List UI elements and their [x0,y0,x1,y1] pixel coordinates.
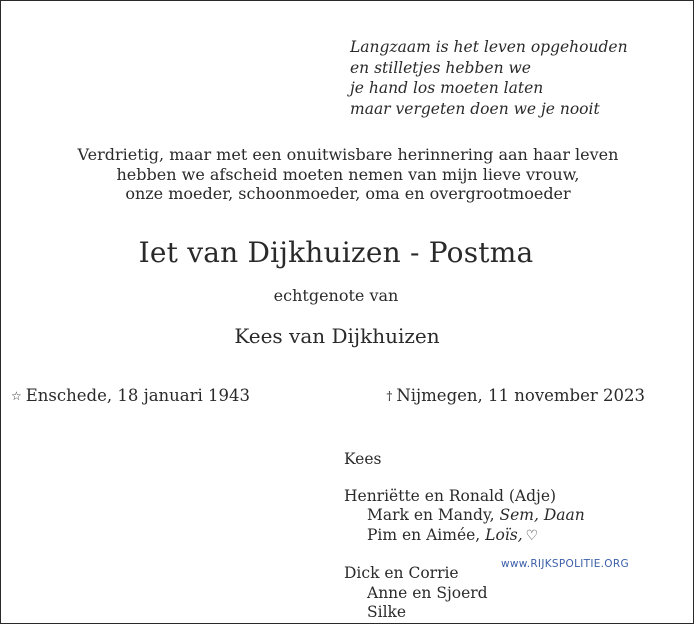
poem-line: Langzaam is het leven opgehouden [350,38,628,56]
family-line: Kees [344,450,382,468]
intro-text [21,145,675,204]
star-icon: ☆ [11,389,22,403]
family-children: Loïs, [485,525,523,544]
intro-line: Verdrietig, maar met een onuitwisbare herinnering aan haar leven [77,145,619,164]
family-line [344,506,585,526]
family-line: Silke [367,603,407,621]
family-line [344,526,585,547]
family-line: Dick en Corrie [344,564,459,582]
family-names: Mark en Mandy, [367,506,495,524]
deceased-name: Iet van Dijkhuizen - Postma [138,236,534,269]
cross-icon: † [386,389,393,403]
death-date [386,385,645,407]
birth-date [11,385,250,407]
spouse-name: Kees van Dijkhuizen [234,324,440,348]
family-names: Pim en Aimée, [367,525,481,544]
poem-line: maar vergeten doen we je nooit [350,99,600,118]
poem-line: je hand los moeten laten [350,79,544,97]
poem-line: en stilletjes hebben we [350,58,531,77]
intro-line: onze moeder, schoonmoeder, oma en overgrootmoeder [125,184,571,203]
birth-text: Enschede, 18 januari 1943 [25,386,251,405]
heart-icon: ♡ [525,527,539,544]
spouse-label: echtgenote van [273,286,399,305]
family-line: Henriëtte en Ronald (Adje) [344,486,557,505]
watermark: www.RIJKSPOLITIE.ORG [501,558,629,570]
family-list [344,450,585,623]
family-line: Anne en Sjoerd [367,583,488,602]
intro-line: hebben we afscheid moeten nemen van mijn lieve vrouw, [116,164,580,184]
death-text: Nijmegen, 11 november 2023 [396,386,645,405]
poem [350,37,628,119]
family-children: Sem, Daan [499,506,585,524]
